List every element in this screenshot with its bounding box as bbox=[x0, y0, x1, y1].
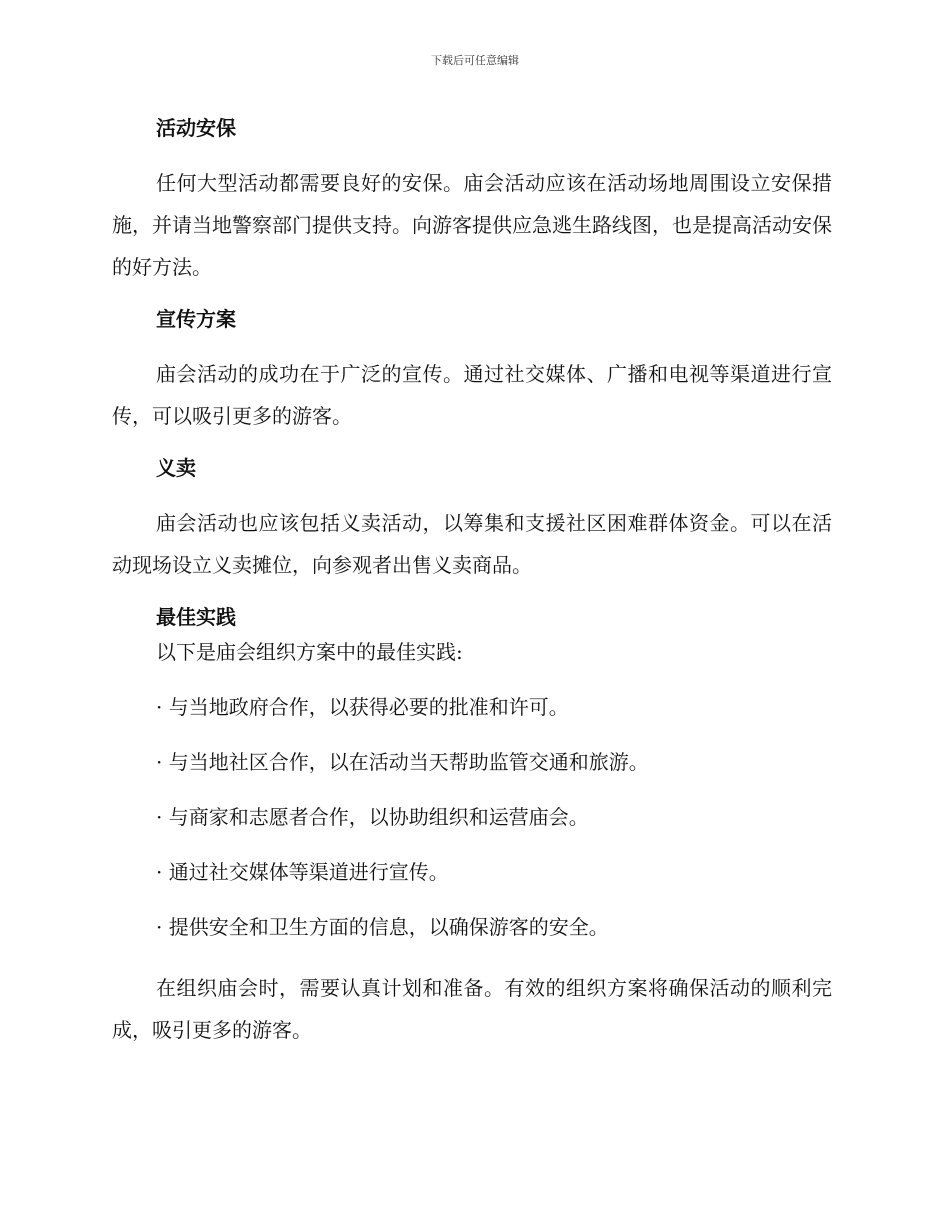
section-paragraph-publicity: 庙会活动的成功在于广泛的宣传。通过社交媒体、广播和电视等渠道进行宣传，可以吸引更多的游客。 bbox=[112, 362, 832, 428]
section-heading-charity-sale: 义卖 bbox=[156, 456, 196, 480]
section-paragraph-security: 任何大型活动都需要良好的安保。庙会活动应该在活动场地周围设立安保措施，并请当地警察部门提供支持。向游客提供应急逃生路线图，也是提高活动安保的好方法。 bbox=[112, 171, 832, 279]
document-body bbox=[112, 108, 832, 1051]
section-heading-security: 活动安保 bbox=[156, 116, 236, 140]
best-practice-item: · 提供安全和卫生方面的信息，以确保游客的安全。 bbox=[156, 915, 609, 939]
best-practices-intro: 以下是庙会组织方案中的最佳实践: bbox=[156, 640, 463, 664]
page-header: 下载后可任意编辑 bbox=[431, 54, 519, 67]
best-practice-item: · 通过社交媒体等渠道进行宣传。 bbox=[156, 860, 449, 884]
best-practice-item: · 与当地政府合作，以获得必要的批准和许可。 bbox=[156, 695, 569, 719]
best-practice-item: · 与当地社区合作，以在活动当天帮助监管交通和旅游。 bbox=[156, 750, 649, 774]
best-practice-item: · 与商家和志愿者合作，以协助组织和运营庙会。 bbox=[156, 805, 589, 829]
section-heading-publicity: 宣传方案 bbox=[156, 307, 236, 331]
conclusion-paragraph: 在组织庙会时，需要认真计划和准备。有效的组织方案将确保活动的顺利完成，吸引更多的游客。 bbox=[112, 976, 832, 1042]
section-paragraph-charity-sale: 庙会活动也应该包括义卖活动，以筹集和支援社区困难群体资金。可以在活动现场设立义卖摊位，向参观者出售义卖商品。 bbox=[112, 511, 832, 577]
section-heading-best-practices: 最佳实践 bbox=[156, 605, 236, 629]
